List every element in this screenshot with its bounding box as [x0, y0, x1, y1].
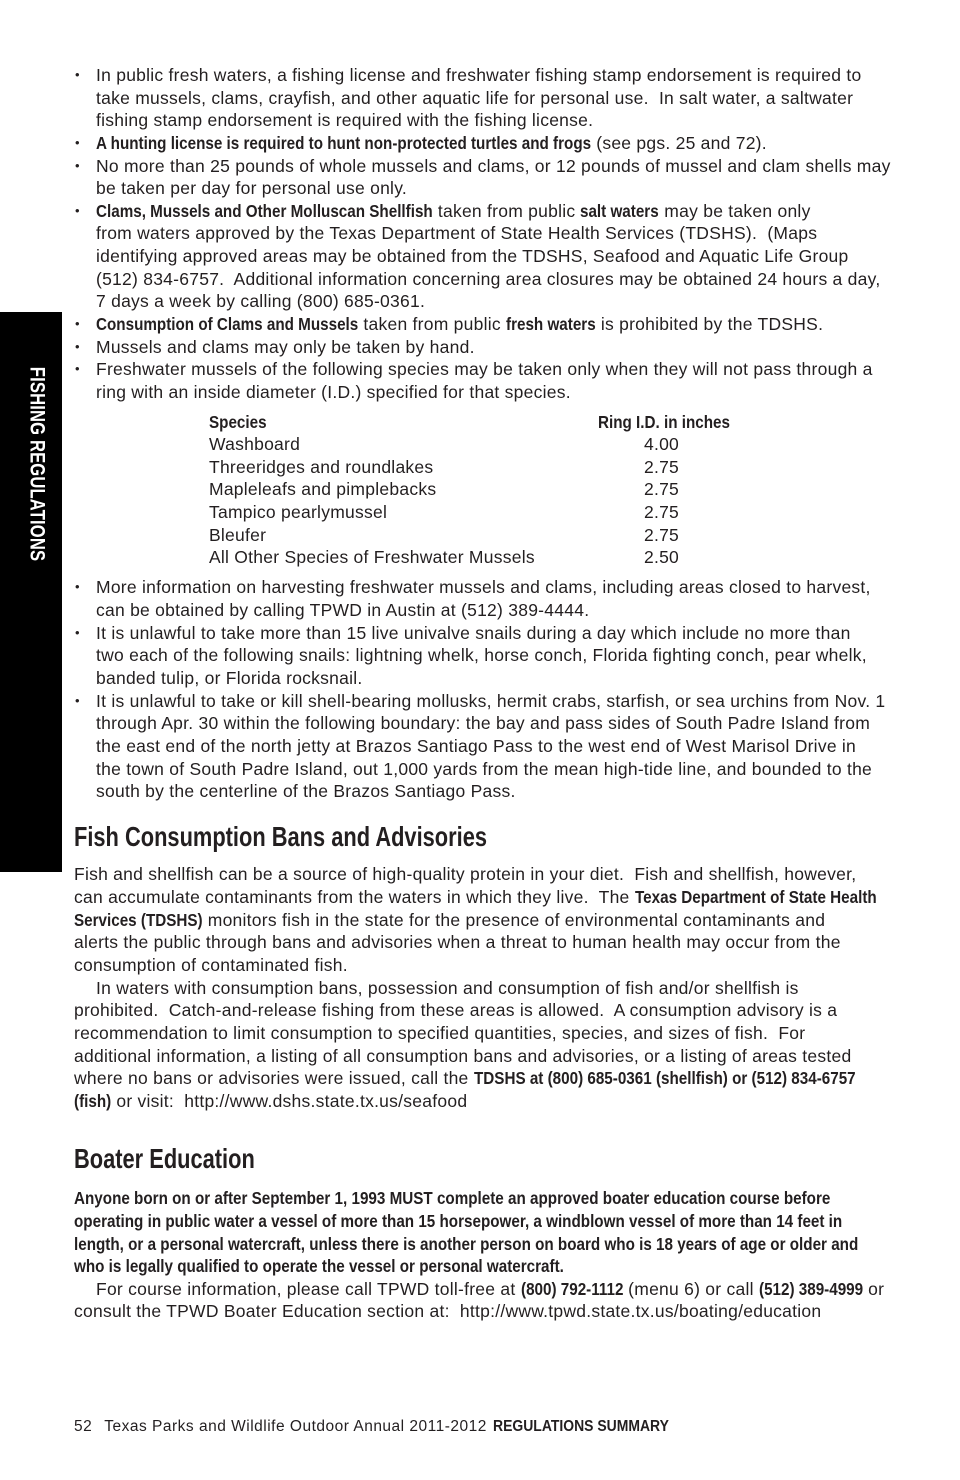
ring-column-header: Ring I.D. in inches [598, 411, 730, 432]
text-run: In public fresh waters, a fishing license and freshwater fishing stamp endorsement is required to [96, 65, 862, 85]
text-line [96, 780, 914, 803]
bullet-item [74, 336, 914, 359]
text-run: No more than 25 pounds of whole mussels and clams, or 12 pounds of mussel and clam shells may [96, 155, 891, 176]
text-line [74, 1210, 914, 1233]
bullet-item [74, 622, 914, 690]
bold-text: who is legally qualified to operate the vessel or personal watercraft. [74, 1256, 564, 1277]
text-run: be taken per day for personal use only. [96, 178, 408, 199]
text-line [96, 313, 914, 336]
page-content [74, 64, 914, 1323]
bullet-item [74, 313, 914, 336]
text-line [74, 909, 914, 932]
text-line [96, 155, 914, 178]
fish-consumption-paragraph-2 [74, 977, 914, 1113]
text-line [96, 87, 914, 110]
text-line [96, 177, 914, 200]
text-line [74, 1022, 914, 1045]
text-line [96, 690, 914, 713]
text-run: consult the TPWD Boater Education section at: http://www.tpwd.state.tx.us/boating/education [74, 1301, 822, 1322]
text-run: is prohibited by the TDSHS. [595, 314, 824, 335]
bold-text: fresh waters [506, 314, 596, 335]
section-label: REGULATIONS SUMMARY [492, 1418, 669, 1435]
text-line [96, 667, 914, 690]
text-run: recommendation to limit consumption to specified quantities, species, and sizes of fish. For [74, 1022, 806, 1043]
species-cell: Threeridges and roundlakes [209, 456, 434, 477]
ring-cell: 2.50 [643, 547, 680, 568]
text-run: ring with an inside diameter (I.D.) specified for that species. [96, 381, 571, 402]
text-run: taken from public [358, 314, 506, 335]
table-row [209, 524, 914, 547]
page-footer [74, 1416, 669, 1438]
text-line [96, 381, 914, 404]
heading-text: Boater Education [74, 1143, 255, 1175]
text-line [96, 290, 914, 313]
species-cell: Bleufer [209, 524, 267, 545]
text-run: alerts the public through bans and advisories when a threat to human health may occur from the [74, 932, 841, 953]
text-line [74, 1067, 914, 1090]
bullet-item [74, 64, 914, 132]
bold-text: Texas Department of State Health [634, 887, 877, 908]
table-row [209, 456, 914, 479]
fish-consumption-paragraph-1 [74, 863, 914, 976]
table-header-row [209, 411, 914, 434]
text-line [74, 931, 914, 954]
text-run: (512) 834-6757. Additional information concerning area closures may be obtained 24 hours a day, [96, 268, 881, 289]
text-run: prohibited. Catch-and-release fishing from these areas is allowed. A consumption advisory is a [74, 1000, 838, 1021]
text-line [96, 735, 914, 758]
ring-cell: 2.75 [643, 502, 680, 523]
text-run: take mussels, clams, crayfish, and other aquatic life for personal use. In salt water, a saltwater [96, 87, 854, 108]
text-line [74, 1187, 914, 1210]
text-run: (menu 6) or call [623, 1278, 759, 1299]
bold-text: A hunting license is required to hunt non-protected turtles and frogs [96, 132, 592, 153]
text-line [96, 245, 914, 268]
text-line [74, 1278, 914, 1301]
table-row [209, 478, 914, 501]
text-line [96, 200, 914, 223]
text-run: two each of the following snails: lightning whelk, horse conch, Florida fighting conch, pear whelk, [96, 645, 867, 666]
boater-education-paragraph-1 [74, 1187, 914, 1278]
text-line [96, 599, 914, 622]
ring-cell: 2.75 [643, 479, 680, 500]
text-run: or visit: http://www.dshs.state.tx.us/seafood [111, 1090, 468, 1111]
text-run: Fish and shellfish can be a source of high-quality protein in your diet. Fish and shellfish, however, [74, 864, 857, 885]
bullet-item [74, 155, 914, 200]
bold-text: Anyone born on or after September 1, 1993 MUST complete an approved boater education course before [74, 1188, 831, 1209]
text-line [96, 622, 914, 645]
text-line [96, 336, 914, 359]
text-run: can accumulate contaminants from the waters in which they live. The [74, 887, 635, 908]
bullet-item [74, 132, 914, 155]
text-run: It is unlawful to take or kill shell-bearing mollusks, hermit crabs, starfish, or sea urchins from Nov. 1 [96, 690, 886, 711]
page-number: 52 [74, 1418, 93, 1435]
text-run: additional information, a listing of all consumption bans and advisories, or a listing of areas tested [74, 1045, 852, 1066]
bullet-item [74, 576, 914, 621]
boater-education-paragraph-2 [74, 1278, 914, 1323]
bullet-list-bottom [74, 576, 914, 802]
section-tab [0, 312, 62, 872]
text-line [96, 109, 914, 132]
text-run: the east end of the north jetty at Brazos Santiago Pass to the west end of West Marisol Drive in [96, 735, 857, 756]
section-tab-label: FISHING REGULATIONS [25, 366, 49, 562]
text-line [74, 1300, 914, 1323]
species-cell: Mapleleafs and pimplebacks [209, 479, 437, 500]
text-line [74, 977, 914, 1000]
text-line [96, 64, 914, 87]
table-row [209, 546, 914, 569]
bold-text: length, or a personal watercraft, unless there is another person on board who is 18 years of age or older and [74, 1233, 859, 1254]
heading-text: Fish Consumption Bans and Advisories [74, 820, 487, 852]
text-line [74, 863, 914, 886]
text-line [96, 758, 914, 781]
bold-text: TDSHS at (800) 685-0361 (shellfish) or (512) 834-6757 [473, 1068, 856, 1089]
species-column-header: Species [209, 411, 267, 432]
table-row [209, 433, 914, 456]
text-line [96, 268, 914, 291]
text-line [74, 1090, 914, 1113]
text-run: Mussels and clams may only be taken by hand. [96, 336, 475, 357]
bullet-item [74, 200, 914, 313]
text-run: Freshwater mussels of the following species may be taken only when they will not pass through a [96, 359, 873, 380]
text-run: 7 days a week by calling (800) 685-0361. [96, 291, 426, 312]
text-run: where no bans or advisories were issued, call the [74, 1068, 474, 1089]
text-line [74, 1255, 914, 1278]
bold-text: operating in public water a vessel of more than 15 horsepower, a windblown vessel of more than 14 feet in [74, 1210, 843, 1231]
text-line [96, 712, 914, 735]
text-line [74, 999, 914, 1022]
text-run: monitors fish in the state for the presence of environmental contaminants and [202, 909, 826, 930]
table-header-cell [598, 411, 730, 434]
species-cell: All Other Species of Freshwater Mussels [209, 547, 535, 568]
bullet-item [74, 690, 914, 803]
text-run: may be taken only [659, 200, 811, 221]
text-line [96, 358, 914, 381]
text-run: fishing stamp endorsement is required with the fishing license. [96, 110, 594, 131]
text-run: banded tulip, or Florida rocksnail. [96, 668, 363, 689]
publication-title: Texas Parks and Wildlife Outdoor Annual 2011-2012 [104, 1418, 487, 1435]
text-run: identifying approved areas may be obtained from the TDSHS, Seafood and Aquatic Life Group [96, 246, 849, 267]
text-run: through Apr. 30 within the following boundary: the bay and pass sides of South Padre Island from [96, 713, 871, 734]
text-run: It is unlawful to take more than 15 live univalve snails during a day which include no more than [96, 622, 851, 643]
bold-text: (fish) [74, 1090, 112, 1111]
text-run: can be obtained by calling TPWD in Austin at (512) 389-4444. [96, 600, 590, 621]
text-run: (see pgs. 25 and 72). [591, 132, 767, 153]
text-line [96, 576, 914, 599]
bold-text: (512) 389-4999 [758, 1278, 863, 1299]
text-run: or [862, 1278, 885, 1299]
text-run: taken from public [432, 200, 581, 221]
text-run: More information on harvesting freshwater mussels and clams, including areas closed to harvest, [96, 577, 871, 598]
bold-text: (800) 792-1112 [520, 1278, 624, 1299]
species-cell: Washboard [209, 434, 301, 455]
bold-text: salt waters [580, 200, 660, 221]
text-line [74, 1045, 914, 1068]
text-run: consumption of contaminated fish. [74, 954, 348, 975]
text-line [96, 644, 914, 667]
bold-text: Consumption of Clams and Mussels [96, 314, 359, 335]
text-run: In waters with consumption bans, possession and consumption of fish and/or shellfish is [96, 977, 799, 998]
section-heading-fish-consumption [74, 820, 914, 854]
text-line [96, 132, 914, 155]
text-line [74, 1233, 914, 1256]
bold-text: Clams, Mussels and Other Molluscan Shellfish [96, 200, 433, 221]
text-run: from waters approved by the Texas Department of State Health Services (TDSHS). (Maps [96, 223, 818, 244]
bullet-list-top [74, 64, 914, 404]
ring-cell: 2.75 [643, 524, 680, 545]
ring-cell: 2.75 [643, 456, 680, 477]
text-run: south by the centerline of the Brazos Santiago Pass. [96, 781, 516, 802]
text-run: the town of South Padre Island, out 1,000 yards from the mean high-tide line, and bounded to the [96, 758, 873, 779]
text-line [74, 954, 914, 977]
table-header-cell [209, 411, 598, 434]
text-run: For course information, please call TPWD toll-free at [96, 1278, 521, 1299]
species-cell: Tampico pearlymussel [209, 502, 388, 523]
section-heading-boater-education [74, 1142, 914, 1176]
species-ring-table [209, 411, 914, 569]
bold-text: Services (TDSHS) [74, 909, 203, 930]
text-line [96, 222, 914, 245]
text-line [74, 886, 914, 909]
table-row [209, 501, 914, 524]
bullet-item [74, 358, 914, 403]
ring-cell: 4.00 [643, 434, 680, 455]
